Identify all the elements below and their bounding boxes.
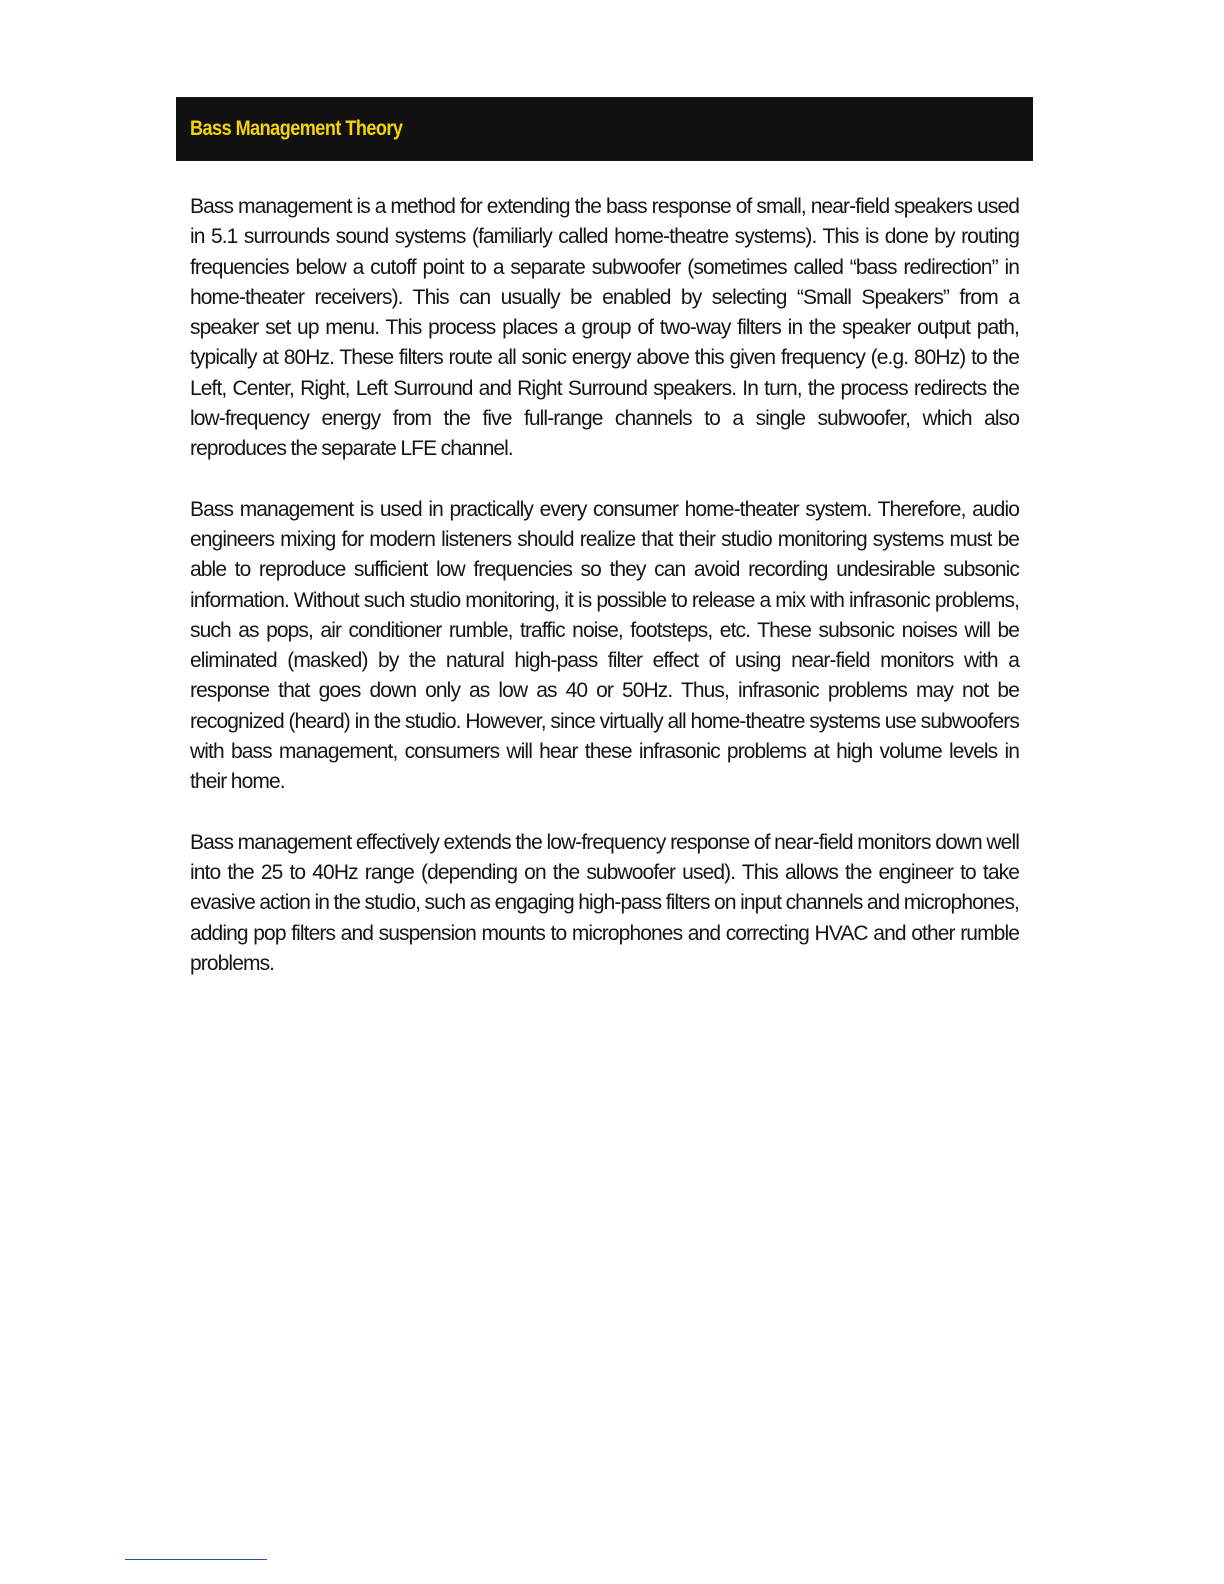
section-header-bar [176, 97, 1033, 161]
paragraph-low-frequency-extension: Bass management effectively extends the low-frequency response of near-field monitors down well into the 25 to 40Hz range (depending on the subwoofer used). This allows the engineer to take evasive action in the studio, such as engaging high-pass filters on input channels and microphones, adding pop filters and suspension mounts to microphones and correcting HVAC and other rumble problems. [190, 830, 1019, 975]
paragraph-bass-management-intro: Bass management is a method for extending the bass response of small, near-field speakers used in 5.1 surrounds sound systems (familiarly called home-theatre systems). This is done by routing frequencies below a cutoff point to a separate subwoofer (sometimes called “bass redirection” in home-theater receivers). This can usually be enabled by selecting “Small Speakers” from a speaker set up menu. This process places a group of two-way filters in the speaker output path, typically at 80Hz. These filters route all sonic energy above this given frequency (e.g. 80Hz) to the Left, Center, Right, Left Surround and Right Surround speakers. In turn, the process redirects the low-frequency energy from the five full-range channels to a single subwoofer, which also reproduces the separate LFE channel. [190, 195, 1019, 461]
footnote-separator-line [125, 1559, 267, 1560]
body-text [190, 192, 1019, 1009]
paragraph-consumer-systems: Bass management is used in practically every consumer home-theater system. Therefore, audio engineers mixing for modern listeners should realize that their studio monitoring systems must be able to reproduce sufficient low frequencies so they can avoid recording undesirable subsonic information. Without such studio monitoring, it is possible to release a mix with infrasonic problems, such as pops, air conditioner rumble, traffic noise, footsteps, etc. These subsonic noises will be eliminated (masked) by the natural high-pass filter effect of using near-field monitors with a response that goes down only as low as 40 or 50Hz. Thus, infrasonic problems may not be recognized (heard) in the studio. However, since virtually all home-theatre systems use subwoofers with bass management, consumers will hear these infrasonic problems at high volume levels in their home. [190, 497, 1019, 794]
section-title: Bass Management Theory [190, 117, 403, 140]
